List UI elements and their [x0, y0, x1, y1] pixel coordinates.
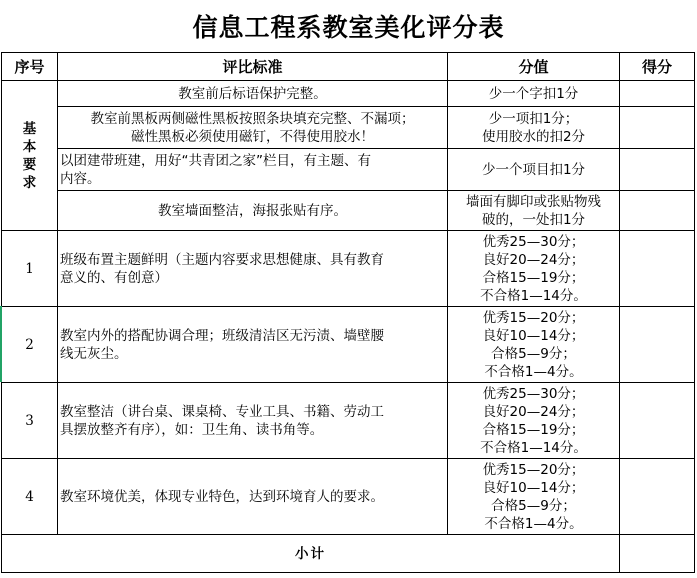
criteria-cell[interactable]: 教室内外的搭配协调合理；班级清洁区无污渍、墙壁腰 线无灰尘。 — [58, 307, 448, 383]
subtotal-row — [2, 535, 695, 573]
row-selection-marker — [0, 306, 2, 382]
table-row — [2, 307, 695, 383]
score-cell[interactable]: 优秀25—30分； 良好20—24分； 合格15—19分； 不合格1—14分。 — [448, 383, 620, 459]
got-cell[interactable] — [620, 107, 695, 149]
got-cell[interactable] — [620, 307, 695, 383]
criteria-cell[interactable]: 以团建带班建，用好“共青团之家”栏目，有主题、有 内容。 — [58, 149, 448, 191]
table-row — [2, 107, 695, 149]
got-cell[interactable] — [620, 81, 695, 107]
seq-cell: 2 — [2, 307, 58, 383]
got-cell[interactable] — [620, 149, 695, 191]
table-row — [2, 81, 695, 107]
subtotal-got-cell[interactable] — [620, 535, 695, 573]
got-cell[interactable] — [620, 231, 695, 307]
score-cell[interactable]: 少一个字扣1分 — [448, 81, 620, 107]
subtotal-label: 小计 — [2, 535, 620, 573]
score-cell[interactable]: 少一项扣1分； 使用胶水的扣2分 — [448, 107, 620, 149]
header-got: 得分 — [620, 53, 695, 81]
header-seq: 序号 — [2, 53, 58, 81]
header-row — [2, 53, 695, 81]
page-title: 信息工程系教室美化评分表 — [192, 13, 505, 42]
table-row — [2, 231, 695, 307]
table-row — [2, 459, 695, 535]
score-cell[interactable]: 优秀25—30分； 良好20—24分； 合格15—19分； 不合格1—14分。 — [448, 231, 620, 307]
got-cell[interactable] — [620, 383, 695, 459]
score-cell[interactable]: 优秀15—20分； 良好10—14分； 合格5—9分； 不合格1—4分。 — [448, 307, 620, 383]
criteria-cell[interactable]: 教室墙面整洁，海报张贴有序。 — [58, 191, 448, 231]
table-row — [2, 191, 695, 231]
score-table — [1, 52, 695, 573]
table-row — [2, 383, 695, 459]
seq-cell: 3 — [2, 383, 58, 459]
criteria-cell[interactable]: 教室前黑板两侧磁性黑板按照条块填充完整、不漏项； 磁性黑板必须使用磁钉，不得使用胶水！ — [58, 107, 448, 149]
got-cell[interactable] — [620, 459, 695, 535]
score-cell[interactable]: 墙面有脚印或张贴物残 破的，一处扣1分 — [448, 191, 620, 231]
seq-cell: 4 — [2, 459, 58, 535]
criteria-cell[interactable]: 教室环境优美，体现专业特色，达到环境育人的要求。 — [58, 459, 448, 535]
criteria-cell[interactable]: 教室前后标语保护完整。 — [58, 81, 448, 107]
header-score: 分值 — [448, 53, 620, 81]
score-cell[interactable]: 优秀15—20分； 良好10—14分； 合格5—9分； 不合格1—4分。 — [448, 459, 620, 535]
seq-cell: 1 — [2, 231, 58, 307]
criteria-cell[interactable]: 班级布置主题鲜明（主题内容要求思想健康、具有教育 意义的、有创意） — [58, 231, 448, 307]
header-criteria: 评比标准 — [58, 53, 448, 81]
criteria-cell[interactable]: 教室整洁（讲台桌、课桌椅、专业工具、书籍、劳动工 具摆放整齐有序），如：卫生角、读书角等。 — [58, 383, 448, 459]
basic-group-label: 基 本 要 求 — [2, 81, 58, 231]
score-cell[interactable]: 少一个项目扣1分 — [448, 149, 620, 191]
got-cell[interactable] — [620, 191, 695, 231]
table-row — [2, 149, 695, 191]
